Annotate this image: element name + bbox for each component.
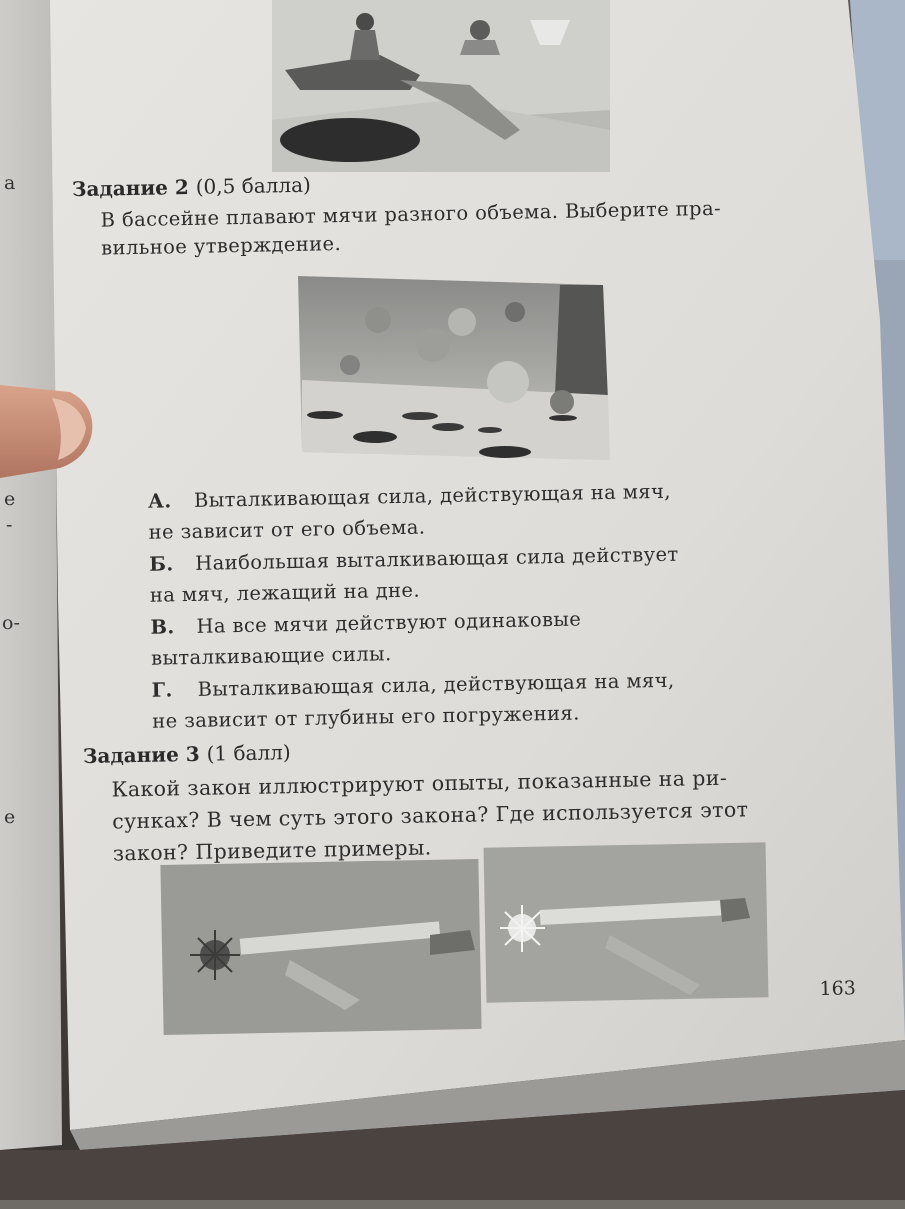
option-text: На все мячи действуют одинаковые [196,607,582,638]
option-letter: В. [150,615,175,639]
option-text: Выталкивающая сила, действующая на мяч, [197,668,675,701]
left-page-fragment: а [4,172,16,194]
left-page-fragment: - [6,514,13,536]
task2-option-a [148,476,671,517]
task3-points: (1 балл) [206,740,291,766]
task3-question-line-2: сунках? В чем суть этого закона? Где используется этот [111,797,749,834]
task3-question-line-1: Какой закон иллюстрируют опыты, показанные на ри- [111,765,728,802]
option-text: Наибольшая выталкивающая сила действует [195,542,679,575]
task2-option-a-cont: не зависит от его объема. [148,515,426,544]
task2-question-line-1: В бассейне плавают мячи разного объема. Выберите пра- [100,196,722,232]
left-page-fragment: е [4,806,16,828]
task2-question-line-2: вильное утверждение. [100,232,342,260]
task2-title-label: Задание 2 [71,174,190,202]
task3-title-label: Задание 3 [82,741,200,769]
task3-question-line-3: закон? Приведите примеры. [112,835,432,866]
option-text: Выталкивающая сила, действующая на мяч, [193,479,672,512]
task2-option-b-cont: на мяч, лежащий на дне. [149,578,421,607]
option-letter: Г. [151,678,173,702]
task3-title [83,740,291,768]
page-number: 163 [819,977,857,1000]
task2-option-g-cont: не зависит от глубины его погружения. [152,701,580,733]
task2-option-v-cont: выталкивающие силы. [150,642,392,670]
task2-points: (0,5 балла) [195,172,312,199]
option-letter: Б. [149,552,174,576]
task2-title [72,173,311,202]
option-letter: А. [147,489,172,513]
left-page-fragment: е [4,488,16,510]
left-page-fragment: о- [2,612,20,634]
